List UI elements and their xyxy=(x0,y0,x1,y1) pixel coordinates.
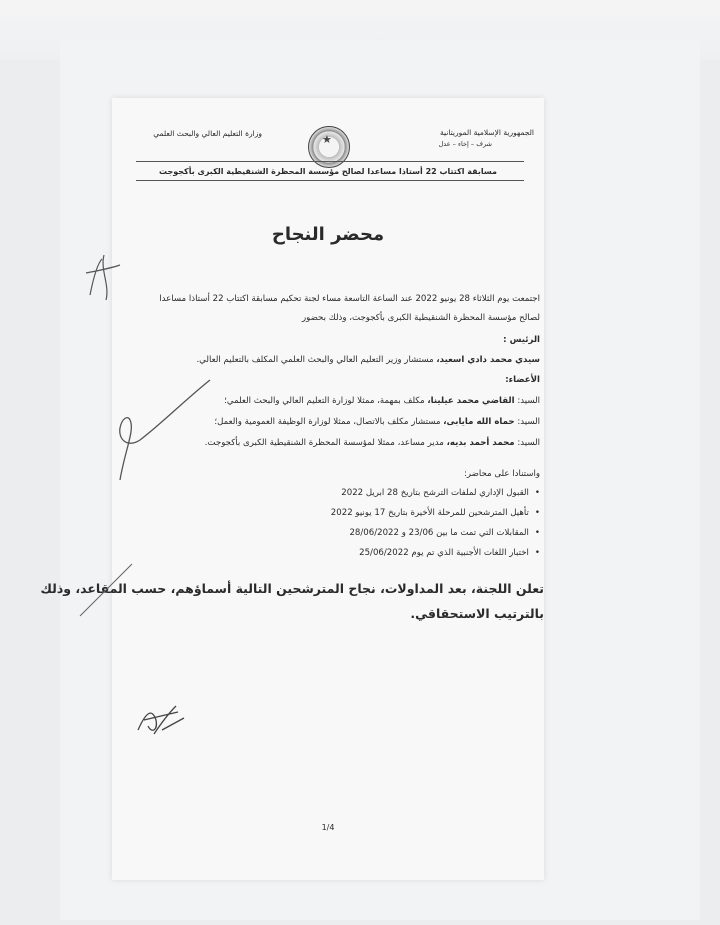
member-line xyxy=(224,396,540,406)
member-line xyxy=(205,438,540,448)
header-rule-bottom xyxy=(136,180,524,181)
handwritten-initials xyxy=(132,700,192,740)
president-line xyxy=(196,355,540,365)
president-heading: الرئيس : xyxy=(503,335,540,345)
header-rule-top xyxy=(136,161,524,162)
member-line xyxy=(214,417,540,427)
page-number: 1/4 xyxy=(321,823,335,832)
margin-stroke-mark xyxy=(76,560,136,620)
intro-line-1: اجتمعت يوم الثلاثاء 28 يونيو 2022 عند الساعة التاسعة مساء لجنة تحكيم مسابقة اكتتاب 22 أستاذا مساعدا xyxy=(159,294,540,304)
member-description: مستشار مكلف بالاتصال، ممثلا لوزارة الوظيفة العمومية والعمل؛ xyxy=(214,417,444,427)
member-prefix: السيد: xyxy=(514,438,540,448)
members-heading: الأعضاء: xyxy=(505,375,540,385)
ministry-name: وزارة التعليم العالي والبحث العلمي xyxy=(153,129,262,138)
announcement-line-1: تعلن اللجنة، بعد المداولات، نجاح المترشحين التالية أسماؤهم، حسب المقاعد، وذلك xyxy=(40,581,544,596)
basis-heading: واستنادا على محاضر: xyxy=(463,469,540,479)
competition-title: مسابقة اكتتاب 22 أستاذا مساعدا لصالح مؤسسة المحظرة الشنقيطية الكبرى بأكجوجت xyxy=(159,167,497,176)
member-prefix: السيد: xyxy=(514,396,540,406)
handwritten-signature xyxy=(80,370,220,490)
member-name: حماه الله مايابى، xyxy=(443,417,515,427)
member-name: القاضي محمد عيلينا، xyxy=(427,396,515,406)
basis-item: • القبول الإداري لملفات الترشح بتاريخ 28 ابريل 2022 xyxy=(341,488,540,498)
basis-item: • المقابلات التي تمت ما بين 23/06 و 28/06/2022 xyxy=(349,528,540,538)
basis-item: • اختبار اللغات الأجنبية الذي تم يوم 25/06/2022 xyxy=(359,548,540,558)
member-name: محمد أحمد بديه، xyxy=(446,438,515,448)
president-description: مستشار وزير التعليم العالي والبحث العلمي المكلف بالتعليم العالي. xyxy=(196,355,437,365)
document-title: محضر النجاح xyxy=(271,224,385,245)
handwritten-initial-mark xyxy=(80,245,130,305)
country-motto: شرف – إخاء – عدل xyxy=(438,140,492,148)
member-description: مدير مساعد، ممثلا لمؤسسة المحظرة الشنقيطية الكبرى بأكجوجت. xyxy=(204,438,447,448)
president-name: سيدي محمد دادي اسعيد، xyxy=(436,355,540,365)
basis-item: • تأهيل المترشحين للمرحلة الأخيرة بتاريخ 17 يونيو 2022 xyxy=(331,508,540,518)
member-prefix: السيد: xyxy=(514,417,540,427)
member-description: مكلف بمهمة، ممثلا لوزارة التعليم العالي والبحث العلمي؛ xyxy=(224,396,428,406)
announcement-line-2: بالترتيب الاستحقاقي. xyxy=(410,606,544,621)
country-name: الجمهورية الإسلامية الموريتانية xyxy=(439,128,534,137)
intro-line-2: لصالح مؤسسة المحظرة الشنقيطية الكبرى بأكجوجت، وذلك بحضور xyxy=(301,313,540,323)
